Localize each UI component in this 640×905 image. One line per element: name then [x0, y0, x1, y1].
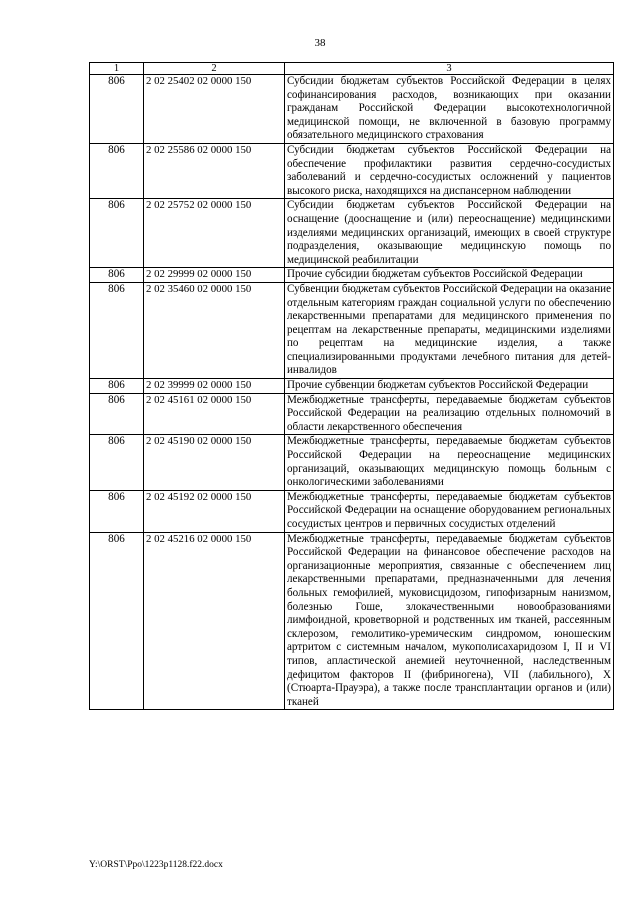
page-number: 38 [314, 37, 326, 49]
table-row [90, 490, 614, 532]
description-cell: Субвенции бюджетам субъектов Российской Федерации на оказание отдельным категориям граждан социальной услуги по обеспечению лекарственными препаратами для медицинского применения по рецептам на лекарственные препараты, медицинскими изделиями по рецептам на медицинские изделия, а также специализированными продуктами лечебного питания для детей-инвалидов [285, 282, 614, 378]
description-cell: Межбюджетные трансферты, передаваемые бюджетам субъектов Российской Федерации на реализацию отдельных полномочий в области лекарственного обеспечения [285, 393, 614, 435]
admin-code-cell: 806 [90, 282, 144, 378]
table-header-row [90, 63, 614, 75]
table-row [90, 282, 614, 378]
budget-code-cell: 2 02 25752 02 0000 150 [144, 199, 285, 268]
column-header-3: 3 [285, 63, 614, 75]
admin-code-cell: 806 [90, 379, 144, 394]
budget-code-cell: 2 02 25586 02 0000 150 [144, 143, 285, 198]
admin-code-cell: 806 [90, 435, 144, 490]
description-cell: Субсидии бюджетам субъектов Российской Федерации в целях софинансирования расходов, возникающих при оказании гражданам Российской Федерации высокотехнологичной медицинской помощи, не включенной в базовую программу обязательного медицинского страхования [285, 75, 614, 144]
table-row [90, 379, 614, 394]
admin-code-cell: 806 [90, 532, 144, 710]
admin-code-cell: 806 [90, 75, 144, 144]
table-row [90, 199, 614, 268]
table-row [90, 393, 614, 435]
table-row [90, 532, 614, 710]
budget-code-cell: 2 02 35460 02 0000 150 [144, 282, 285, 378]
budget-code-cell: 2 02 45192 02 0000 150 [144, 490, 285, 532]
admin-code-cell: 806 [90, 143, 144, 198]
description-cell: Межбюджетные трансферты, передаваемые бюджетам субъектов Российской Федерации на оснащение оборудованием региональных сосудистых центров и первичных сосудистых отделений [285, 490, 614, 532]
budget-code-cell: 2 02 45161 02 0000 150 [144, 393, 285, 435]
budget-code-cell: 2 02 45190 02 0000 150 [144, 435, 285, 490]
table-row [90, 268, 614, 283]
budget-code-cell: 2 02 39999 02 0000 150 [144, 379, 285, 394]
budget-code-cell: 2 02 45216 02 0000 150 [144, 532, 285, 710]
description-cell: Субсидии бюджетам субъектов Российской Федерации на обеспечение профилактики развития сердечно-сосудистых заболеваний и сердечно-сосудистых осложнений у пациентов высокого риска, находящихся на диспансерном наблюдении [285, 143, 614, 198]
admin-code-cell: 806 [90, 393, 144, 435]
description-cell: Субсидии бюджетам субъектов Российской Федерации на оснащение (дооснащение и (или) переоснащение) медицинскими изделиями медицинских организаций, имеющих в своей структуре подразделения, оказывающие медицинскую помощь по медицинской реабилитации [285, 199, 614, 268]
column-header-2: 2 [144, 63, 285, 75]
admin-code-cell: 806 [90, 268, 144, 283]
budget-code-cell: 2 02 29999 02 0000 150 [144, 268, 285, 283]
description-cell: Межбюджетные трансферты, передаваемые бюджетам субъектов Российской Федерации на переоснащение медицинских организаций, оказывающих медицинскую помощь больным с онкологическими заболеваниями [285, 435, 614, 490]
table-row [90, 435, 614, 490]
budget-code-cell: 2 02 25402 02 0000 150 [144, 75, 285, 144]
document-file-path: Y:\ORST\Ppo\1223p1128.f22.docx [89, 860, 223, 870]
column-header-1: 1 [90, 63, 144, 75]
description-cell: Прочие субсидии бюджетам субъектов Российской Федерации [285, 268, 614, 283]
table-row [90, 143, 614, 198]
table-row [90, 75, 614, 144]
admin-code-cell: 806 [90, 490, 144, 532]
description-cell: Прочие субвенции бюджетам субъектов Российской Федерации [285, 379, 614, 394]
description-cell: Межбюджетные трансферты, передаваемые бюджетам субъектов Российской Федерации на финансовое обеспечение расходов на организационные мероприятия, связанные с обеспечением лиц лекарственными препаратами, предназначенными для лечения больных гемофилией, муковисцидозом, гипофизарным нанизмом, болезнью Гоше, злокачественными новообразованиями лимфоидной, кроветворной и родственных им тканей, рассеянным склерозом, гемолитико-уремическим синдромом, юношеским артритом с системным началом, мукополисахаридозом I, II и VI типов, апластической анемией неуточненной, наследственным дефицитом факторов II (фибриногена), VII (лабильного), X (Стюарта-Прауэра), а также после трансплантации органов и (или) тканей [285, 532, 614, 710]
budget-classification-table [89, 62, 614, 710]
admin-code-cell: 806 [90, 199, 144, 268]
